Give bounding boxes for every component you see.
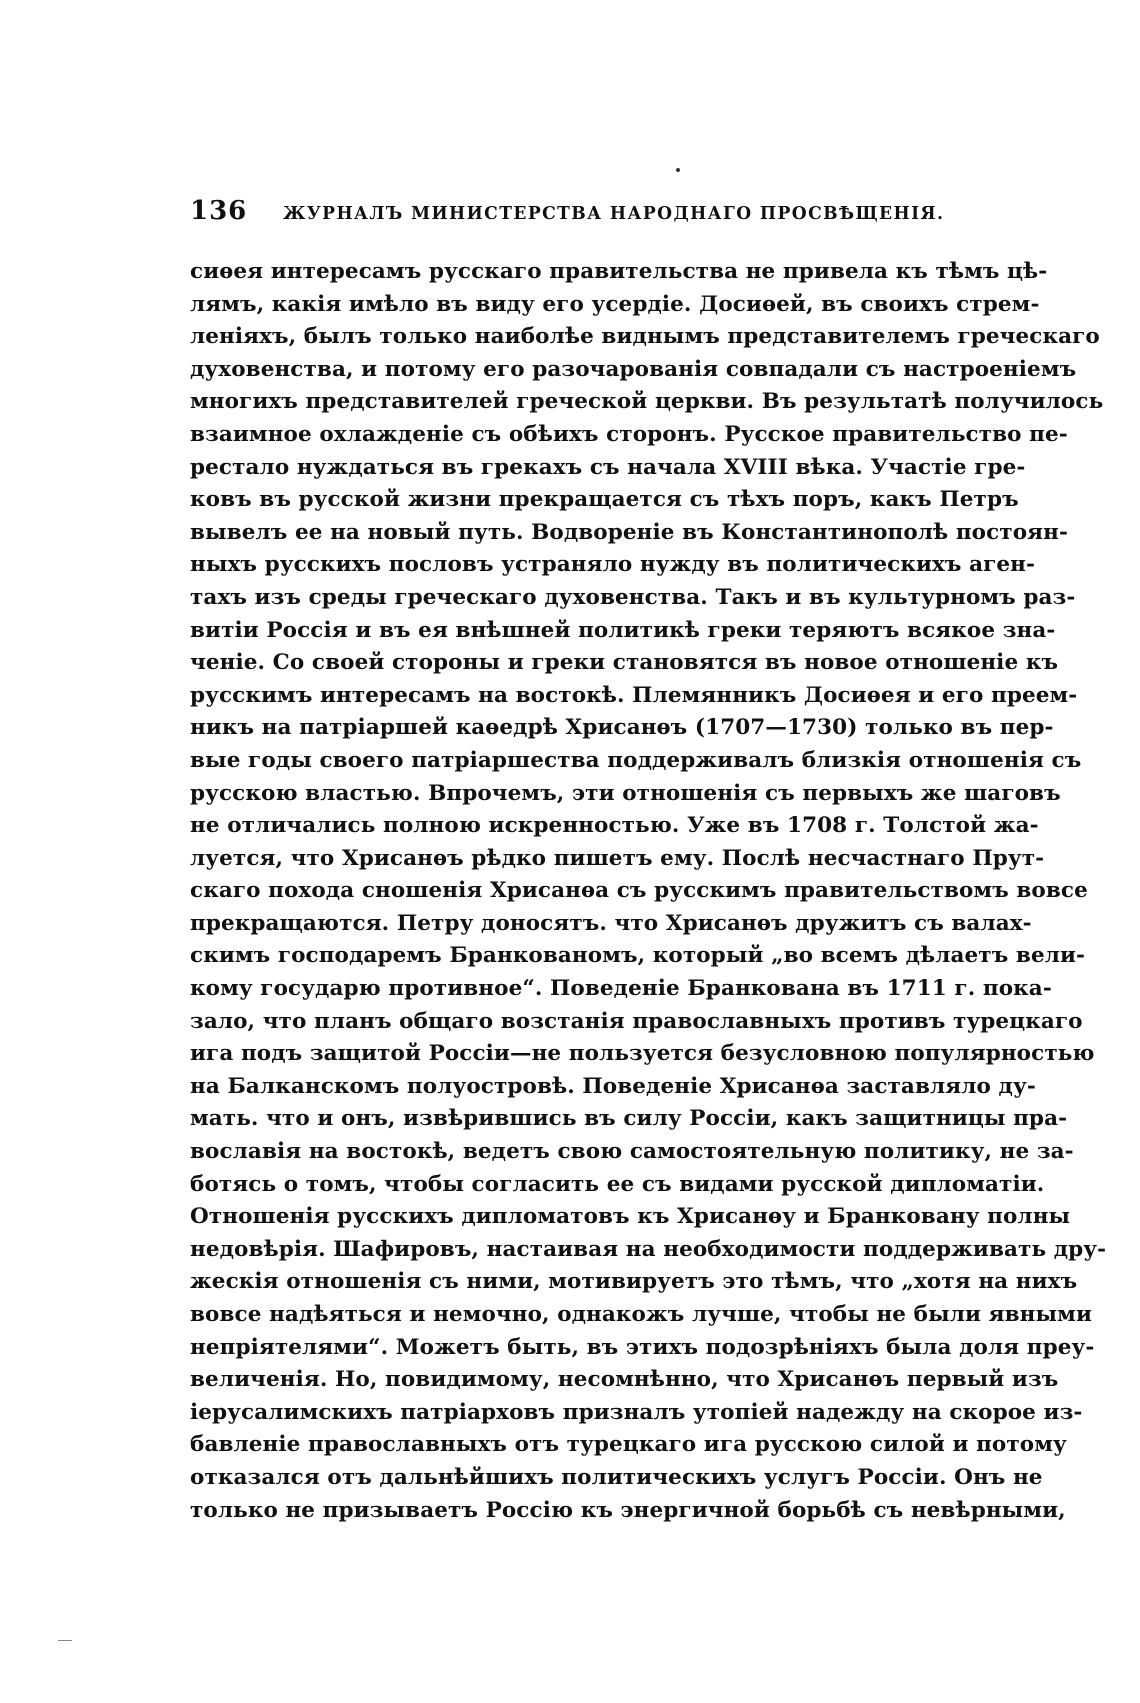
running-head: ЖУРНАЛЪ МИНИСТЕРСТВА НАРОДНАГО ПРОСВѢЩЕНІЯ.	[283, 203, 945, 224]
text-line: ига подъ защитой Россіи—не пользуется безусловною популярностью	[190, 1041, 1095, 1067]
text-line: Отношенія русскихъ дипломатовъ къ Хрисанѳу и Бранковану полны	[190, 1204, 1071, 1230]
text-line: скимъ господаремъ Бранкованомъ, который „во всемъ дѣлаетъ вели-	[190, 943, 1086, 969]
text-line: леніяхъ, былъ только наиболѣе виднымъ представителемъ греческаго	[190, 324, 1100, 350]
text-line: не отличались полною искренностью. Уже въ 1708 г. Толстой жа-	[190, 813, 1039, 839]
text-line: рестало нуждаться въ грекахъ съ начала XVIII вѣка. Участіе гре-	[190, 454, 1026, 480]
text-line: скаго похода сношенія Хрисанѳа съ русскимъ правительствомъ вовсе	[190, 878, 1088, 904]
text-line: русскою властью. Впрочемъ, эти отношенія съ первыхъ же шаговъ	[190, 780, 1061, 806]
text-line: витіи Россія и въ ея внѣшней политикѣ греки теряютъ всякое зна-	[190, 617, 1056, 643]
text-line: на Балканскомъ полуостровѣ. Поведеніе Хрисанѳа заставляло ду-	[190, 1073, 1036, 1099]
text-line: вые годы своего патріаршества поддерживалъ близкія отношенія съ	[190, 747, 1082, 773]
text-line: мать. что и онъ, извѣрившись въ силу Россіи, какъ защитницы пра-	[190, 1106, 1068, 1132]
text-line: луется, что Хрисанѳъ рѣдко пишетъ ему. Послѣ несчастнаго Прут-	[190, 845, 1045, 871]
text-line: вывелъ ее на новый путь. Водвореніе въ Константинополѣ постоян-	[190, 519, 1069, 545]
text-line: тахъ изъ среды греческаго духовенства. Такъ и въ культурномъ раз-	[190, 584, 1076, 610]
text-line: никъ на патріаршей каѳедрѣ Хрисанѳъ (1707—1730) только въ пер-	[190, 715, 1054, 741]
text-line: прекращаются. Петру доносятъ. что Хрисанѳъ дружитъ съ валах-	[190, 910, 1032, 936]
text-line: недовѣрія. Шафировъ, настаивая на необходимости поддерживать дру-	[190, 1236, 1107, 1262]
text-line: ботясь о томъ, чтобы согласить ее съ видами русской дипломатіи.	[190, 1171, 1045, 1197]
text-line: вовсе надѣяться и немочно, однакожъ лучше, чтобы не были явными	[190, 1302, 1092, 1327]
text-line: величенія. Но, повидимому, несомнѣнно, что Хрисанѳъ первый изъ	[190, 1367, 1059, 1393]
text-line: многихъ представителей греческой церкви. Въ результатѣ получилось	[190, 389, 1104, 415]
text-line: жескія отношенія съ ними, мотивируетъ это тѣмъ, что „хотя на нихъ	[190, 1269, 1078, 1295]
text-line: взаимное охлажденіе съ обѣихъ сторонъ. Русское правительство пе-	[190, 421, 1068, 447]
text-line: іерусалимскихъ патріарховъ призналъ утопіей надежду на скорое из-	[190, 1399, 1083, 1425]
text-line: зало, что планъ общаго возстанія православныхъ противъ турецкаго	[190, 1008, 1083, 1034]
text-line: непріятелями“. Можетъ быть, въ этихъ подозрѣніяхъ была доля преу-	[190, 1334, 1095, 1360]
page-header	[190, 196, 970, 236]
text-line: ченіе. Со своей стороны и греки становятся въ новое отношеніе къ	[190, 650, 1059, 676]
speck-mark	[676, 168, 680, 172]
body-text	[190, 256, 1107, 1527]
text-line: бавленіе православныхъ отъ турецкаго ига русскою силой и потому	[190, 1432, 1067, 1458]
text-line: сиѳея интересамъ русскаго правительства не привела къ тѣмъ цѣ-	[190, 259, 1048, 284]
text-line: ковъ въ русской жизни прекращается съ тѣхъ поръ, какъ Петръ	[190, 487, 1019, 513]
text-line: вославія на востокѣ, ведетъ свою самостоятельную политику, не за-	[190, 1139, 1074, 1165]
text-line: лямъ, какія имѣло въ виду его усердіе. Досиѳей, въ своихъ стрем-	[190, 291, 1040, 317]
page-number: 136	[190, 196, 248, 226]
text-line: отказался отъ дальнѣйшихъ политическихъ услугъ Россіи. Онъ не	[190, 1464, 1043, 1490]
text-line: кому государю противное“. Поведеніе Бранкована въ 1711 г. пока-	[190, 976, 1052, 1002]
text-line: духовенства, и потому его разочарованія совпадали съ настроеніемъ	[190, 356, 1077, 382]
text-line: только не призываетъ Россію къ энергичной борьбѣ съ невѣрными,	[190, 1497, 1066, 1523]
text-line: ныхъ русскихъ пословъ устраняло нужду въ политическихъ аген-	[190, 552, 1036, 578]
text-line: русскимъ интересамъ на востокѣ. Племянникъ Досиѳея и его преем-	[190, 682, 1078, 708]
margin-mark	[58, 1640, 72, 1641]
